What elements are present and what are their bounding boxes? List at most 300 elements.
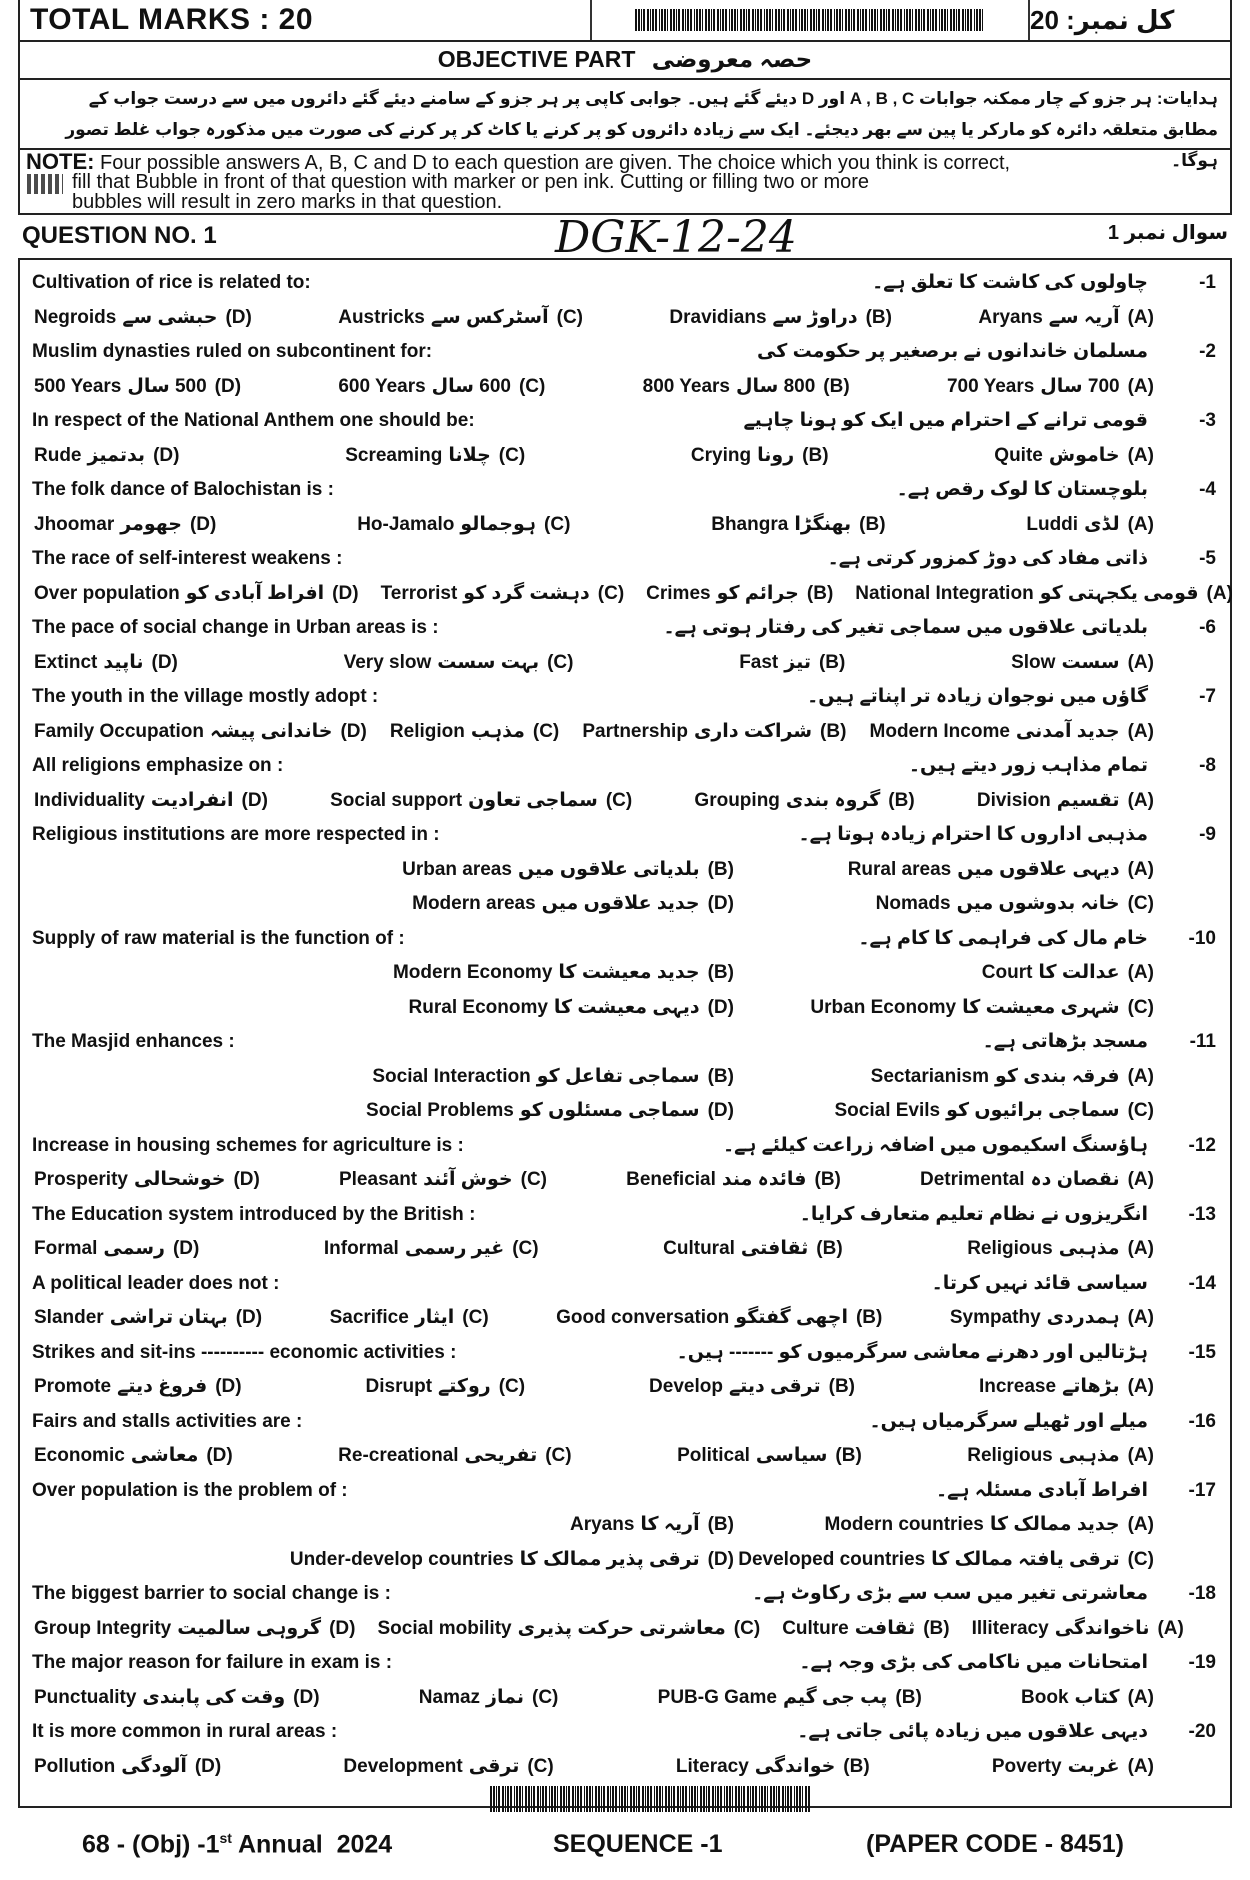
option-letter: (A) (1127, 375, 1154, 397)
barcode-bar (697, 1786, 698, 1812)
option-text-urdu: سست (1061, 651, 1120, 673)
option-text-urdu: دیہی معیشت کا (553, 996, 700, 1018)
answer-option (658, 1681, 922, 1715)
question-text: The biggest barrier to social change is : (32, 1583, 391, 1604)
barcode-bar (778, 1786, 780, 1812)
barcode-bar (656, 1786, 658, 1812)
option-letter: (B) (923, 1617, 950, 1639)
options-group (34, 508, 1154, 542)
footer-code-text: 68 - (Obj) -1 (82, 1830, 220, 1859)
barcode-bar (490, 1786, 492, 1812)
barcode-bar (941, 9, 943, 31)
barcode-bar (636, 1786, 637, 1812)
option-text-urdu: کتاب (1074, 1686, 1120, 1708)
question-row (32, 1646, 1216, 1680)
option-text: Political (677, 1445, 750, 1466)
barcode-bar (737, 9, 738, 31)
option-letter: (A) (1127, 962, 1154, 983)
option-text-urdu: سماجی مسئلوں کو (519, 1100, 700, 1121)
option-letter: (C) (527, 1755, 554, 1777)
answer-option (663, 1232, 843, 1266)
option-letter: (A) (1127, 858, 1154, 880)
option-letter: (A) (1127, 789, 1154, 811)
option-text-urdu: لڈی (1084, 513, 1120, 535)
barcode-bar (794, 1786, 795, 1812)
barcode-bar (708, 1786, 710, 1812)
options-group (34, 784, 1154, 818)
question-text-urdu: خام مال کی فراہمی کا کام ہے۔ (858, 927, 1148, 949)
option-letter: (A) (1127, 1686, 1154, 1708)
barcode-bar (592, 1786, 593, 1812)
answer-option (556, 1301, 882, 1335)
question-line (20, 1267, 1230, 1302)
question-line (20, 1646, 1230, 1681)
option-text-urdu: رونا (757, 444, 795, 466)
options-group (34, 1750, 1154, 1784)
option-text: Individuality (34, 789, 145, 811)
option-letter: (D) (214, 375, 242, 397)
question-text: Over population is the problem of : (32, 1479, 348, 1501)
barcode-bar (568, 1786, 570, 1812)
answer-option (626, 1163, 841, 1197)
question-text: The race of self-interest weakens : (32, 548, 343, 569)
option-text-urdu: ناخواندگی (1054, 1617, 1150, 1639)
barcode-bar (624, 1786, 626, 1812)
barcode-bar (551, 1786, 553, 1812)
barcode-bar (627, 1786, 628, 1812)
barcode-bar (857, 9, 859, 31)
question-text: The Masjid enhances : (32, 1031, 235, 1052)
barcode-bar (531, 1786, 532, 1812)
option-letter: (B) (707, 1514, 734, 1535)
option-text-urdu: بلدیاتی علاقوں میں (517, 858, 700, 880)
barcode-bar (528, 1786, 530, 1812)
option-text-urdu: بڑھاتے (1062, 1376, 1120, 1397)
barcode-bar (741, 1786, 742, 1812)
answer-option (338, 301, 583, 335)
footer-paper-code: (PAPER CODE - 8451) (866, 1830, 1124, 1858)
option-text-urdu: بہت سست (437, 651, 540, 673)
barcode-bar (834, 9, 835, 31)
barcode-bar (676, 9, 677, 31)
options-group (34, 991, 1154, 1025)
spacer (499, 404, 720, 438)
option-text: Grouping (694, 789, 780, 811)
note-box (18, 150, 1232, 215)
option-text-urdu: ہوجمالو (460, 513, 537, 535)
option-text: Modern Income (869, 720, 1010, 742)
options-line (20, 1094, 1230, 1129)
barcode-bar (612, 1786, 614, 1812)
barcode-bar (950, 9, 952, 31)
option-text-urdu: خوشحالی (133, 1169, 226, 1190)
barcode-bar (944, 9, 946, 31)
option-text-urdu: تفریحی (464, 1445, 538, 1466)
barcode-bar (851, 9, 852, 31)
option-text-urdu: ترقی دیتے (728, 1376, 821, 1397)
footer-code (82, 1830, 392, 1859)
option-text: Punctuality (34, 1686, 137, 1708)
option-text-urdu: سماجی تعاون (468, 789, 598, 811)
option-text: Rural Economy (408, 996, 548, 1018)
question-number: -9 (1199, 824, 1216, 845)
qr-code (27, 174, 63, 194)
answer-option (34, 1612, 356, 1646)
answer-option (343, 1750, 553, 1784)
options-line (20, 1508, 1230, 1543)
option-text: Religious (967, 1445, 1053, 1466)
barcode-bar (930, 9, 931, 31)
option-text: 800 Years (642, 375, 730, 397)
option-text-urdu: شراکت داری (693, 720, 813, 742)
question-line (20, 1405, 1230, 1440)
answer-option (646, 577, 833, 611)
question-row (32, 266, 1216, 300)
question-heading-urdu: سوال نمبر 1 (1107, 222, 1228, 244)
barcode-bar (715, 1786, 716, 1812)
barcode-bar (830, 9, 832, 31)
barcode-bar (502, 1786, 504, 1812)
barcode-bar (725, 9, 727, 31)
barcode-bar (525, 1786, 527, 1812)
barcode-bar (799, 9, 800, 31)
option-letter: (B) (818, 651, 846, 673)
answer-option (1021, 1681, 1154, 1715)
barcode-bar (493, 1786, 495, 1812)
barcode-bar (842, 9, 843, 31)
barcode-bar (921, 9, 922, 31)
option-text: Urban areas (402, 858, 512, 880)
options-group (34, 370, 1154, 404)
barcode-bar (772, 9, 773, 31)
option-text: Sacrifice (329, 1307, 409, 1328)
options-group (34, 715, 1154, 749)
footer-sequence: SEQUENCE -1 (553, 1830, 723, 1858)
answer-option (390, 715, 559, 749)
option-text-urdu: روکتے (438, 1376, 491, 1397)
options-line (20, 1370, 1230, 1405)
question-row (32, 1405, 1216, 1439)
barcode-bar (740, 9, 742, 31)
question-text-urdu: معاشرتی تغیر میں سب سے بڑی رکاوٹ ہے۔ (752, 1583, 1148, 1604)
note-line-2: fill that Bubble in front of that question with marker or pen ink. Cutting or filling two or more (72, 171, 870, 193)
answer-option (977, 784, 1154, 818)
option-text-urdu: چلانا (448, 444, 491, 466)
option-letter: (D) (332, 582, 359, 604)
option-letter: (A) (1127, 720, 1154, 742)
answer-option (978, 301, 1154, 335)
barcode-bar (643, 9, 645, 31)
option-text-urdu: بھنگڑا (794, 513, 852, 535)
option-letter: (D) (707, 996, 734, 1018)
option-text: Over population (34, 582, 180, 604)
option-letter: (C) (605, 789, 633, 811)
answer-option (992, 1750, 1154, 1784)
barcode-bar (726, 1786, 728, 1812)
option-text: Namaz (418, 1686, 481, 1708)
question-row (32, 680, 1216, 714)
barcode-bar (711, 9, 712, 31)
instructions-urdu: ہدایات: ہر جزو کے چار ممکنہ جوابات A , B , C اور D دیئے گئے ہیں۔ جوابی کاپی پر ہر جزو کے سامنے دیئے گئے دائروں میں سے درست جواب کے مطابق متعلقہ دائرہ کو مارکر یا پین سے بھر دیجئے۔ ایک سے زیادہ دائروں کو پر کرنے یا کاٹ کر پر کرنے کی صورت میں مذکورہ جواب غلط تصور ہوگا۔ (18, 80, 1232, 150)
option-text: Modern Economy (392, 962, 553, 983)
option-text-urdu: ثقافت (854, 1617, 916, 1639)
question-row (32, 611, 1216, 645)
footer-barcode (490, 1786, 811, 1812)
barcode-bar (673, 9, 675, 31)
barcode-bar (783, 9, 785, 31)
barcode-bar (641, 9, 642, 31)
option-letter: (D) (241, 789, 268, 811)
barcode-bar (853, 9, 855, 31)
question-text-urdu: ہاؤسنگ اسکیموں میں اضافہ زراعت کیلئے ہے۔ (722, 1134, 1148, 1156)
question-number: -13 (1188, 1203, 1216, 1225)
spacer (372, 1474, 912, 1508)
question-row (32, 1267, 1216, 1301)
option-text-urdu: مذہبی (1058, 1238, 1120, 1259)
option-text-urdu: گروہ بندی (785, 789, 881, 811)
option-text: Aryans (978, 306, 1043, 328)
options-line (20, 887, 1230, 922)
barcode-bar (655, 9, 657, 31)
barcode-bar (724, 1786, 725, 1812)
option-text: Fast (739, 651, 779, 673)
barcode-bar (839, 9, 841, 31)
question-line (20, 335, 1230, 370)
option-letter: (C) (462, 1307, 489, 1328)
barcode-bar (690, 9, 692, 31)
option-letter: (D) (707, 1548, 734, 1570)
option-text-urdu: آریہ سے (1048, 306, 1120, 328)
question-row (32, 1198, 1216, 1232)
barcode-bar (633, 1786, 635, 1812)
barcode-bar (802, 1786, 803, 1812)
option-text-urdu: رسمی (103, 1238, 165, 1259)
question-row (32, 404, 1216, 438)
barcode-bar (540, 1786, 541, 1812)
answer-option (338, 1439, 571, 1473)
option-text-urdu: ناپید (103, 651, 144, 673)
answer-option (34, 1232, 199, 1266)
option-text-urdu: 800 سال (735, 375, 816, 397)
barcode-bar (601, 1786, 602, 1812)
answer-option (34, 439, 179, 473)
question-text: The Education system introduced by the British : (32, 1203, 476, 1225)
spacer (416, 1646, 775, 1680)
barcode-bar (750, 1786, 751, 1812)
barcode-bar (808, 1786, 810, 1812)
answer-option (345, 439, 525, 473)
question-number: -18 (1188, 1583, 1216, 1604)
question-row (32, 1715, 1216, 1749)
options-group (34, 1060, 1154, 1094)
options-group (34, 1439, 1154, 1473)
option-text: Negroids (34, 306, 117, 328)
option-text-urdu: ثقافتی (740, 1238, 809, 1259)
answer-option (34, 1681, 320, 1715)
answer-option (357, 508, 570, 542)
option-letter: (A) (1127, 513, 1154, 535)
barcode-bar (638, 1786, 640, 1812)
option-text: Cultural (663, 1238, 735, 1259)
answer-option (582, 715, 846, 749)
option-text: Sectarianism (870, 1065, 989, 1087)
barcode-bar (810, 9, 812, 31)
barcode-bar (705, 9, 707, 31)
option-text: Sympathy (949, 1307, 1041, 1328)
question-line (20, 404, 1230, 439)
barcode-bar (827, 9, 829, 31)
barcode-bar (735, 1786, 737, 1812)
option-text-urdu: جھومر (120, 513, 182, 535)
barcode-bar (761, 1786, 763, 1812)
answer-option (34, 715, 367, 749)
option-text: Social mobility (377, 1617, 512, 1639)
barcode-bar (836, 9, 838, 31)
option-text-urdu: فرقہ بندی کو (994, 1065, 1120, 1087)
answer-option (34, 1163, 260, 1197)
question-row (32, 749, 1216, 783)
barcode-bar (533, 1786, 535, 1812)
option-text-urdu: بہتان تراشی (109, 1307, 228, 1328)
option-letter: (D) (189, 513, 217, 535)
barcode-bar (678, 9, 680, 31)
option-text-urdu: نماز (486, 1686, 524, 1708)
question-text: Fairs and stalls activities are : (32, 1410, 303, 1432)
barcode-bar (549, 1786, 550, 1812)
barcode-bar (877, 9, 878, 31)
option-text-urdu: بدتمیز (87, 444, 146, 466)
answer-option (677, 1439, 862, 1473)
barcode-bar (848, 9, 850, 31)
answer-option (381, 577, 625, 611)
barcode-bar (722, 9, 724, 31)
barcode-bar (775, 9, 777, 31)
option-text: Promote (34, 1376, 112, 1397)
barcode-bar (575, 1786, 576, 1812)
barcode-bar (982, 9, 983, 31)
question-line (20, 1129, 1230, 1164)
question-text: Cultivation of rice is related to: (32, 272, 311, 293)
question-number: -5 (1199, 548, 1216, 569)
option-text: Screaming (345, 444, 443, 466)
option-text-urdu: فائدہ مند (721, 1169, 807, 1190)
answer-option (920, 1163, 1154, 1197)
question-number: -14 (1188, 1272, 1216, 1294)
barcode-bar (880, 9, 882, 31)
barcode-bar (932, 9, 934, 31)
barcode-bar (816, 9, 817, 31)
option-letter: (D) (329, 1617, 356, 1639)
option-text-urdu: غربت (1067, 1755, 1120, 1777)
barcode-bar (776, 1786, 777, 1812)
answer-option (734, 956, 1154, 990)
answer-option (649, 1370, 855, 1404)
answer-option (669, 301, 892, 335)
barcode-bar (746, 9, 747, 31)
answer-option (694, 784, 914, 818)
option-text-urdu: 500 سال (127, 375, 207, 397)
question-line (20, 1336, 1230, 1371)
barcode-bar (720, 1786, 722, 1812)
barcode-bar (813, 9, 815, 31)
barcode-bar (965, 9, 966, 31)
option-text: Urban Economy (810, 996, 957, 1018)
barcode-bar (888, 9, 890, 31)
answer-option (643, 370, 850, 404)
option-text: Quite (994, 444, 1043, 466)
options-line (20, 1232, 1230, 1267)
question-number: -15 (1188, 1341, 1216, 1363)
option-text: Dravidians (669, 306, 767, 328)
option-text-urdu: عدالت کا (1038, 962, 1120, 983)
header-row (18, 0, 1232, 42)
spacer (499, 1198, 775, 1232)
option-text: Partnership (582, 720, 688, 742)
question-number: -2 (1199, 341, 1216, 362)
barcode-bar (610, 1786, 611, 1812)
answer-option (967, 1439, 1154, 1473)
barcode-bar (871, 9, 873, 31)
barcode-bar (699, 9, 701, 31)
option-text-urdu: ہمدردی (1046, 1307, 1120, 1328)
answer-option (979, 1370, 1154, 1404)
question-text-urdu: بلدیاتی علاقوں میں سماجی تغیر کی رفتار ہوتی ہے۔ (663, 617, 1148, 638)
option-text-urdu: پب جی گیم (782, 1686, 888, 1708)
barcode-bar (787, 9, 789, 31)
answer-option (34, 784, 268, 818)
barcode-bar (923, 9, 925, 31)
question-line (20, 542, 1230, 577)
barcode-bar (586, 1786, 588, 1812)
spacer (259, 1025, 959, 1059)
barcode-bar (522, 1786, 523, 1812)
option-letter: (D) (153, 444, 180, 466)
option-text-urdu: جدید ممالک کا (989, 1514, 1120, 1535)
spacer (463, 611, 640, 645)
option-letter: (B) (828, 1376, 856, 1397)
option-text: Jhoomar (34, 513, 115, 535)
question-text-urdu: تمام مذاہب زور دیتے ہیں۔ (908, 755, 1148, 776)
barcode-bar (883, 9, 885, 31)
option-letter: (D) (215, 1376, 242, 1397)
barcode-bar (970, 9, 972, 31)
option-letter: (A) (1127, 1238, 1154, 1259)
option-letter: (C) (1127, 893, 1154, 914)
answer-option (338, 370, 545, 404)
option-text: Family Occupation (34, 720, 204, 742)
question-text: Increase in housing schemes for agriculture is : (32, 1134, 464, 1156)
option-text-urdu: خاندانی پیشہ (209, 720, 333, 742)
barcode-bar (796, 1786, 798, 1812)
question-row (32, 1336, 1216, 1370)
option-letter: (D) (151, 651, 178, 673)
options-line (20, 1060, 1230, 1095)
option-text-urdu: غیر رسمی (404, 1238, 505, 1259)
answer-option (947, 370, 1154, 404)
barcode-bar (607, 1786, 609, 1812)
barcode-bar (661, 9, 663, 31)
option-letter: (C) (1127, 1548, 1154, 1570)
option-text-urdu: خانہ بدوشوں میں (956, 893, 1120, 914)
barcode-bar (792, 9, 794, 31)
options-line (20, 715, 1230, 750)
barcode-bar (498, 1786, 500, 1812)
question-text-urdu: مسجد بڑھاتی ہے۔ (982, 1031, 1148, 1052)
answer-option (711, 508, 885, 542)
option-letter: (B) (859, 513, 886, 535)
question-text-urdu: ذاتی مفاد کی دوڑ کمزور کرتی ہے۔ (827, 548, 1148, 569)
option-text-urdu: خواندگی (754, 1755, 836, 1777)
